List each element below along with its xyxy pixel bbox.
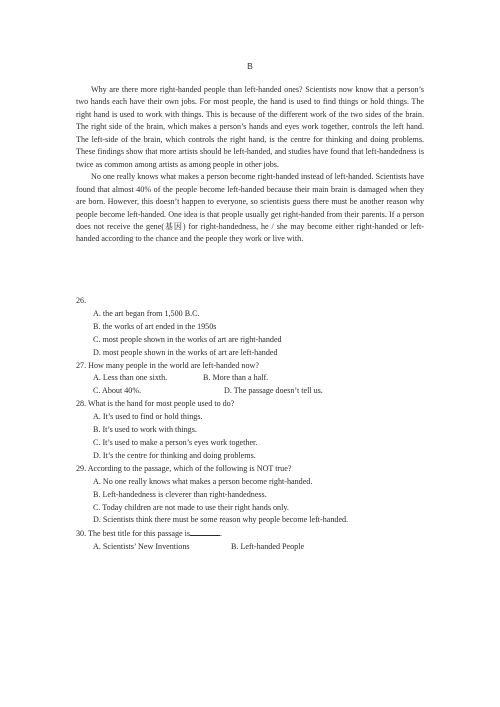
option-d: D. The passage doesn’t tell us. [224,386,323,396]
question-30 [76,527,436,554]
question-stem: 27. How many people in the world are left-handed now? [76,360,259,370]
option-d: D. most people shown in the works of art are left-handed [93,347,278,357]
option-d: D. Scientists think there must be some reason why people become left-handed. [93,515,349,525]
option-a: A. Less than one sixth. [93,373,168,383]
option-b: B. Left-handedness is cleverer than right-handedness. [93,489,267,499]
option-a: A. the art began from 1,500 B.C. [93,308,200,318]
section-label: B [247,61,253,71]
option-b: B. the works of art ended in the 1950s [93,321,217,331]
question-stem: 26. [76,296,87,305]
question-29 [76,463,436,528]
question-26 [76,295,436,360]
option-c: C. most people shown in the works of art are right-handed [93,334,282,344]
option-d: D. It’s the centre for thinking and doing problems. [93,450,256,460]
option-a: A. No one really knows what makes a person become right-handed. [93,476,313,486]
question-stem: 29. According to the passage, which of the following is NOT true? [76,463,292,473]
question-27 [76,360,436,399]
reading-passage [76,84,424,246]
option-row [93,541,436,554]
passage-paragraph-2: No one really knows what makes a person become right-handed instead of left-handed. Scientists have found that almost 40% of the people become left-handed because their main brain is damaged when they are born. However, this doesn’t happen to everyone, so scientists guess there must be another reason why people become left-handed. One idea is that people usually get right-handed from their parents. If a person does not receive the gene(基因) for right-handedness, he / she may become either right-handed or left-handed according to the chance and the people they work or live with. [76,172,424,244]
option-row [93,385,436,398]
option-c: C. Today children are not made to use their right hands only. [93,502,289,512]
passage-paragraph-1: Why are there more right-handed people than left-handed ones? Scientists now know that a person’s two hands each have their own jobs. For most people, the hand is used to find things or hold things. The right hand is used to work with things. This is because of the different work of the two sides of the brain. The right side of the brain, which makes a person’s hands and eyes work together, controls the left hand. The left-side of the brain, which controls the right hand, is the centre for thinking and doing problems. These findings show that more artists should be left-handed, and studies have found that left-handedness is twice as common among artists as among people in other jobs. [76,85,424,169]
question-stem [76,527,436,541]
question-list [76,295,436,554]
question-28 [76,398,436,463]
option-b: B. Left-handed People [231,542,305,552]
option-b: B. It’s used to work with things. [93,425,197,435]
question-stem-end: . [220,529,223,539]
option-a: A. Scientists’ New Inventions [93,542,190,552]
option-row [93,372,436,385]
option-c: C. About 40%. [93,386,142,396]
answer-blank [190,527,223,539]
option-a: A. It’s used to find or hold things. [93,412,203,422]
option-b: B. More than a half. [203,373,269,383]
question-stem: 28. What is the hand for most people used to do? [76,399,235,409]
question-stem-text: 30. The best title for this passage is [76,529,191,539]
option-c: C. It’s used to make a person’s eyes work together. [93,437,258,447]
